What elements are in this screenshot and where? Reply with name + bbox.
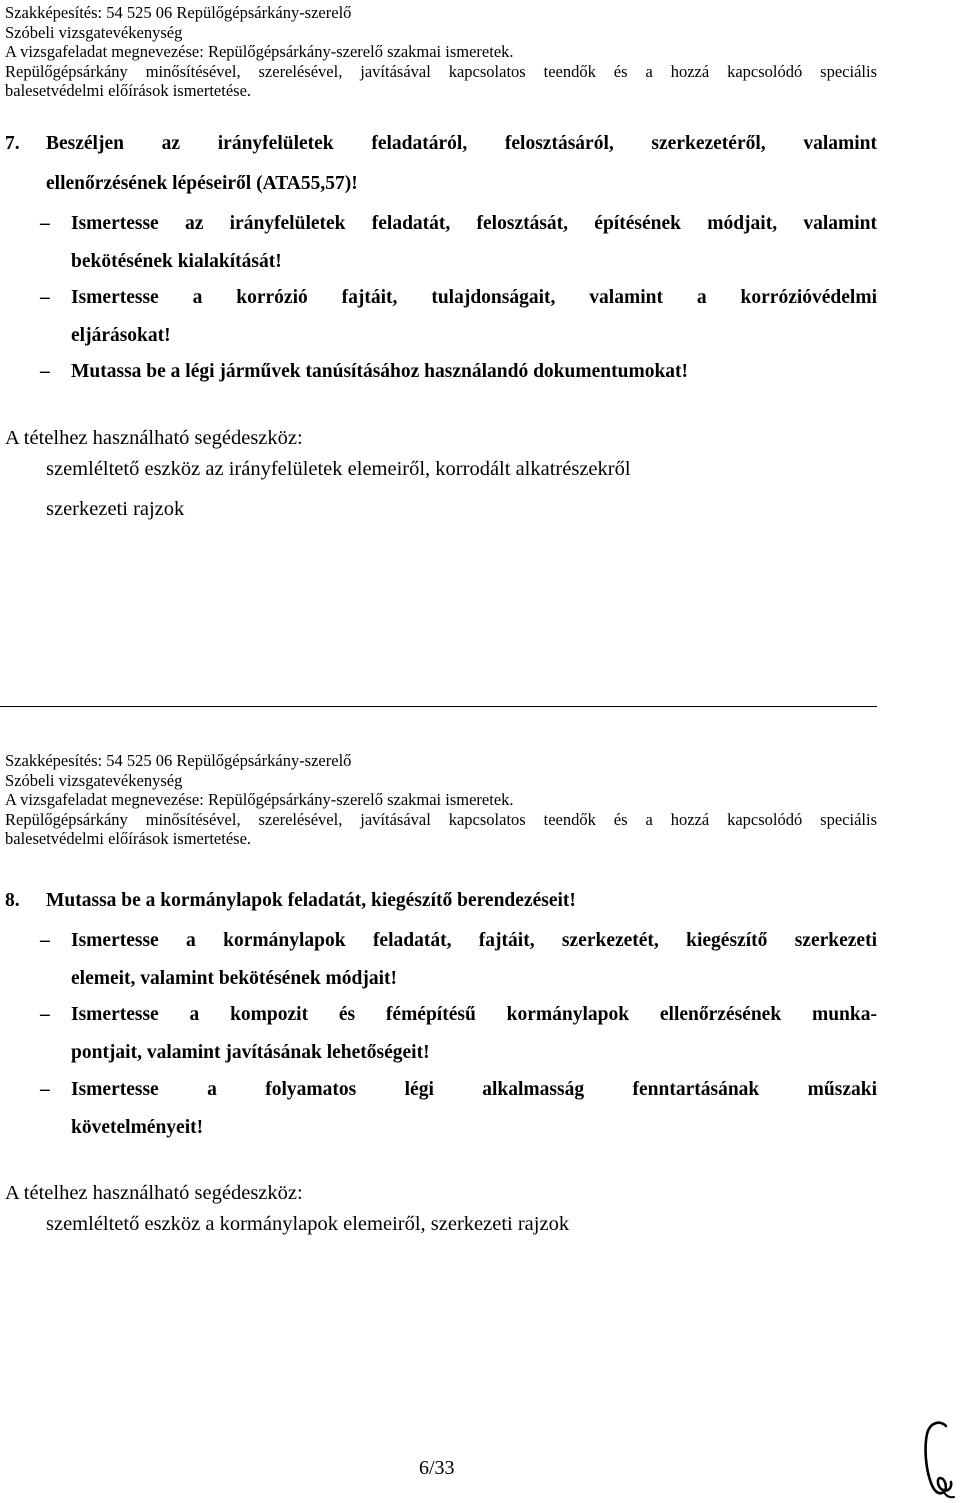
item8-bullet-3-line1: Ismertesse a folyamatos légi alkalmasság fenntartásának műszaki bbox=[71, 1079, 877, 1100]
header-task-name: A vizsgafeladat megnevezése: Repülőgépsárkány-szerelő szakmai ismeretek. bbox=[5, 790, 514, 809]
header-block-1 bbox=[5, 3, 877, 101]
dash-marker: – bbox=[40, 1079, 50, 1100]
item8-title-line1: Mutassa be a kormánylapok feladatát, kiegészítő berendezéseit! bbox=[46, 890, 576, 911]
header-task-name: A vizsgafeladat megnevezése: Repülőgépsárkány-szerelő szakmai ismeretek. bbox=[5, 42, 514, 61]
dash-marker: – bbox=[40, 930, 50, 951]
dash-marker: – bbox=[40, 1004, 50, 1025]
item8-number: 8. bbox=[5, 890, 20, 911]
header-qualification: Szakképesítés: 54 525 06 Repülőgépsárkány-szerelő bbox=[5, 3, 352, 22]
header-activity: Szóbeli vizsgatevékenység bbox=[5, 770, 183, 790]
header-description-line2: balesetvédelmi előírások ismertetése. bbox=[5, 829, 252, 848]
dash-marker: – bbox=[40, 213, 50, 234]
item7-number: 7. bbox=[5, 133, 20, 154]
section-divider bbox=[0, 706, 877, 707]
item7-bullet-2-line2: eljárásokat! bbox=[71, 325, 171, 346]
header-description-line1: Repülőgépsárkány minősítésével, szerelésével, javításával kapcsolatos teendők és a hozzá kapcsolódó speciális bbox=[5, 809, 877, 829]
item7-title-line1: Beszéljen az irányfelületek feladatáról, felosztásáról, szerkezetéről, valamint bbox=[46, 133, 877, 154]
header-activity: Szóbeli vizsgatevékenység bbox=[5, 22, 183, 42]
page-number: 6/33 bbox=[419, 1457, 455, 1479]
header-block-2 bbox=[5, 751, 877, 849]
item8-bullet-1-line1: Ismertesse a kormánylapok feladatát, fajtáit, szerkezetét, kiegészítő szerkezeti bbox=[71, 930, 877, 951]
item8-bullet-2-line1: Ismertesse a kompozit és fémépítésű kormánylapok ellenőrzésének munka- bbox=[71, 1004, 877, 1025]
item7-bullet-1-line2: bekötésének kialakítását! bbox=[71, 251, 282, 272]
header-description-line1: Repülőgépsárkány minősítésével, szerelésével, javításával kapcsolatos teendők és a hozzá kapcsolódó speciális bbox=[5, 61, 877, 81]
item7-title-line2: ellenőrzésének lépéseiről (ATA55,57)! bbox=[46, 173, 358, 194]
item7-aid-1: szemléltető eszköz az irányfelületek elemeiről, korrodált alkatrészekről bbox=[46, 458, 631, 480]
item8-bullet-3-line2: követelményeit! bbox=[71, 1117, 204, 1138]
signature-icon bbox=[918, 1418, 958, 1500]
item7-aids-label: A tételhez használható segédeszköz: bbox=[5, 427, 303, 449]
dash-marker: – bbox=[40, 287, 50, 308]
header-description-line2: balesetvédelmi előírások ismertetése. bbox=[5, 81, 252, 100]
item8-bullet-1-line2: elemeit, valamint bekötésének módjait! bbox=[71, 968, 398, 989]
item8-aids-label: A tételhez használható segédeszköz: bbox=[5, 1182, 303, 1204]
item8-bullet-2-line2: pontjait, valamint javításának lehetőségeit! bbox=[71, 1042, 430, 1063]
dash-marker: – bbox=[40, 361, 50, 382]
item7-aid-2: szerkezeti rajzok bbox=[46, 498, 185, 520]
item8-aid-1: szemléltető eszköz a kormánylapok elemeiről, szerkezeti rajzok bbox=[46, 1213, 570, 1235]
header-qualification: Szakképesítés: 54 525 06 Repülőgépsárkány-szerelő bbox=[5, 751, 352, 770]
item7-bullet-3-line1: Mutassa be a légi járművek tanúsításához használandó dokumentumokat! bbox=[71, 361, 689, 382]
item7-bullet-1-line1: Ismertesse az irányfelületek feladatát, felosztását, építésének módjait, valamint bbox=[71, 213, 877, 234]
item7-bullet-2-line1: Ismertesse a korrózió fajtáit, tulajdonságait, valamint a korrózióvédelmi bbox=[71, 287, 877, 308]
